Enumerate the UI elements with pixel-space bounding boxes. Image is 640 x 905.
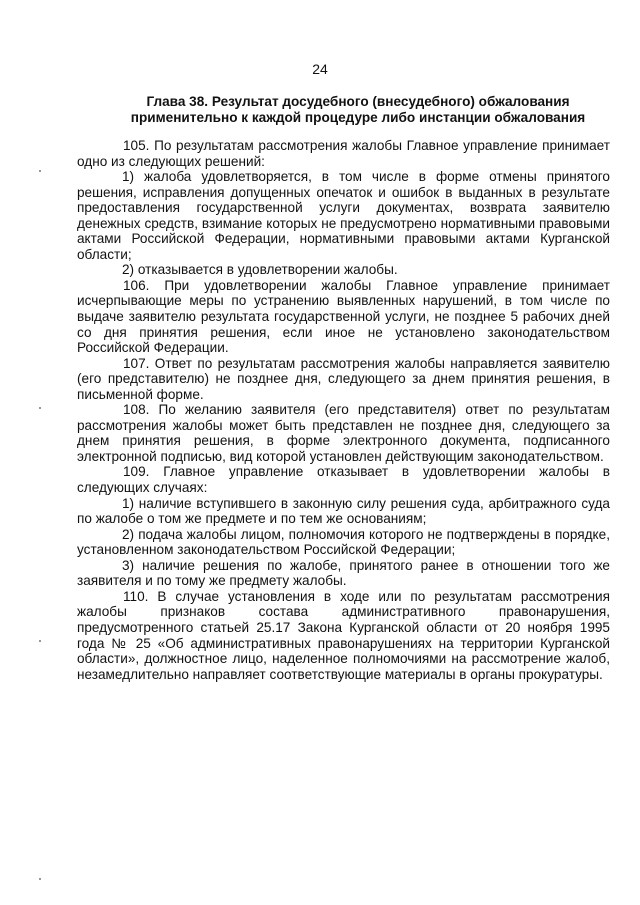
paragraph-106: 106. При удовлетворении жалобы Главное управление принимает исчерпывающие меры по устранению выявленных нарушений, в том числе по выдаче заявителю результата государственной услуги, не позднее 5 рабочих дней со дня принятия решения, если иное не установлено законодательством Российской Федерации. [77, 277, 610, 356]
paragraph-107: 107. Ответ по результатам рассмотрения жалобы направляется заявителю (его представителю) не позднее дня, следующего за днем принятия решения, в письменной форме. [77, 355, 610, 402]
page-number: 24 [312, 61, 328, 77]
list-item: 3) наличие решения по жалобе, принятого ранее в отношении того же заявителя и по тому же предмету жалобы. [77, 557, 610, 589]
paragraph-110: 110. В случае установления в ходе или по результатам рассмотрения жалобы признаков состава административного правонарушения, предусмотренного статьей 25.17 Закона Курганской области от 20 ноября 1995 года № 25 «Об административных правонарушениях на территории Курганской области», должностное лицо, наделенное полномочиями на рассмотрение жалоб, незамедлительно направляет соответствующие материалы в органы прокуратуры. [77, 588, 610, 682]
paragraph-109: 109. Главное управление отказывает в удовлетворении жалобы в следующих случаях: [77, 464, 610, 496]
chapter-title-line-2: применительно к каждой процедуре либо инстанции обжалования [130, 109, 586, 125]
paragraph-105: 105. По результатам рассмотрения жалобы Главное управление принимает одно из следующих решений: [77, 138, 610, 169]
chapter-title [82, 94, 634, 125]
scan-speck [39, 878, 41, 880]
chapter-title-line-1: Глава 38. Результат досудебного (внесудебного) обжалования [146, 94, 570, 109]
document-body [77, 138, 610, 682]
scan-speck [39, 640, 41, 642]
scan-speck [39, 407, 41, 409]
list-item: 1) жалоба удовлетворяется, в том числе в форме отмены принятого решения, исправления допущенных опечаток и ошибок в выданных в результате предоставления государственной услуги документах, возврата заявителю денежных средств, взимание которых не предусмотрено нормативными правовыми актами Российской Федерации, нормативными правовыми актами Курганской области; [77, 169, 610, 262]
scan-speck [39, 170, 41, 172]
list-item: 2) подача жалобы лицом, полномочия которого не подтверждены в порядке, установленном законодательством Российской Федерации; [77, 526, 610, 558]
paragraph-108: 108. По желанию заявителя (его представителя) ответ по результатам рассмотрения жалобы может быть представлен не позднее дня, следующего за днем принятия решения, в форме электронного документа, подписанного электронной подписью, вид которой установлен действующим законодательством. [77, 402, 610, 464]
list-item: 1) наличие вступившего в законную силу решения суда, арбитражного суда по жалобе о том же предмете и по тем же основаниям; [77, 495, 610, 527]
list-item: 2) отказывается в удовлетворении жалобы. [122, 262, 398, 278]
